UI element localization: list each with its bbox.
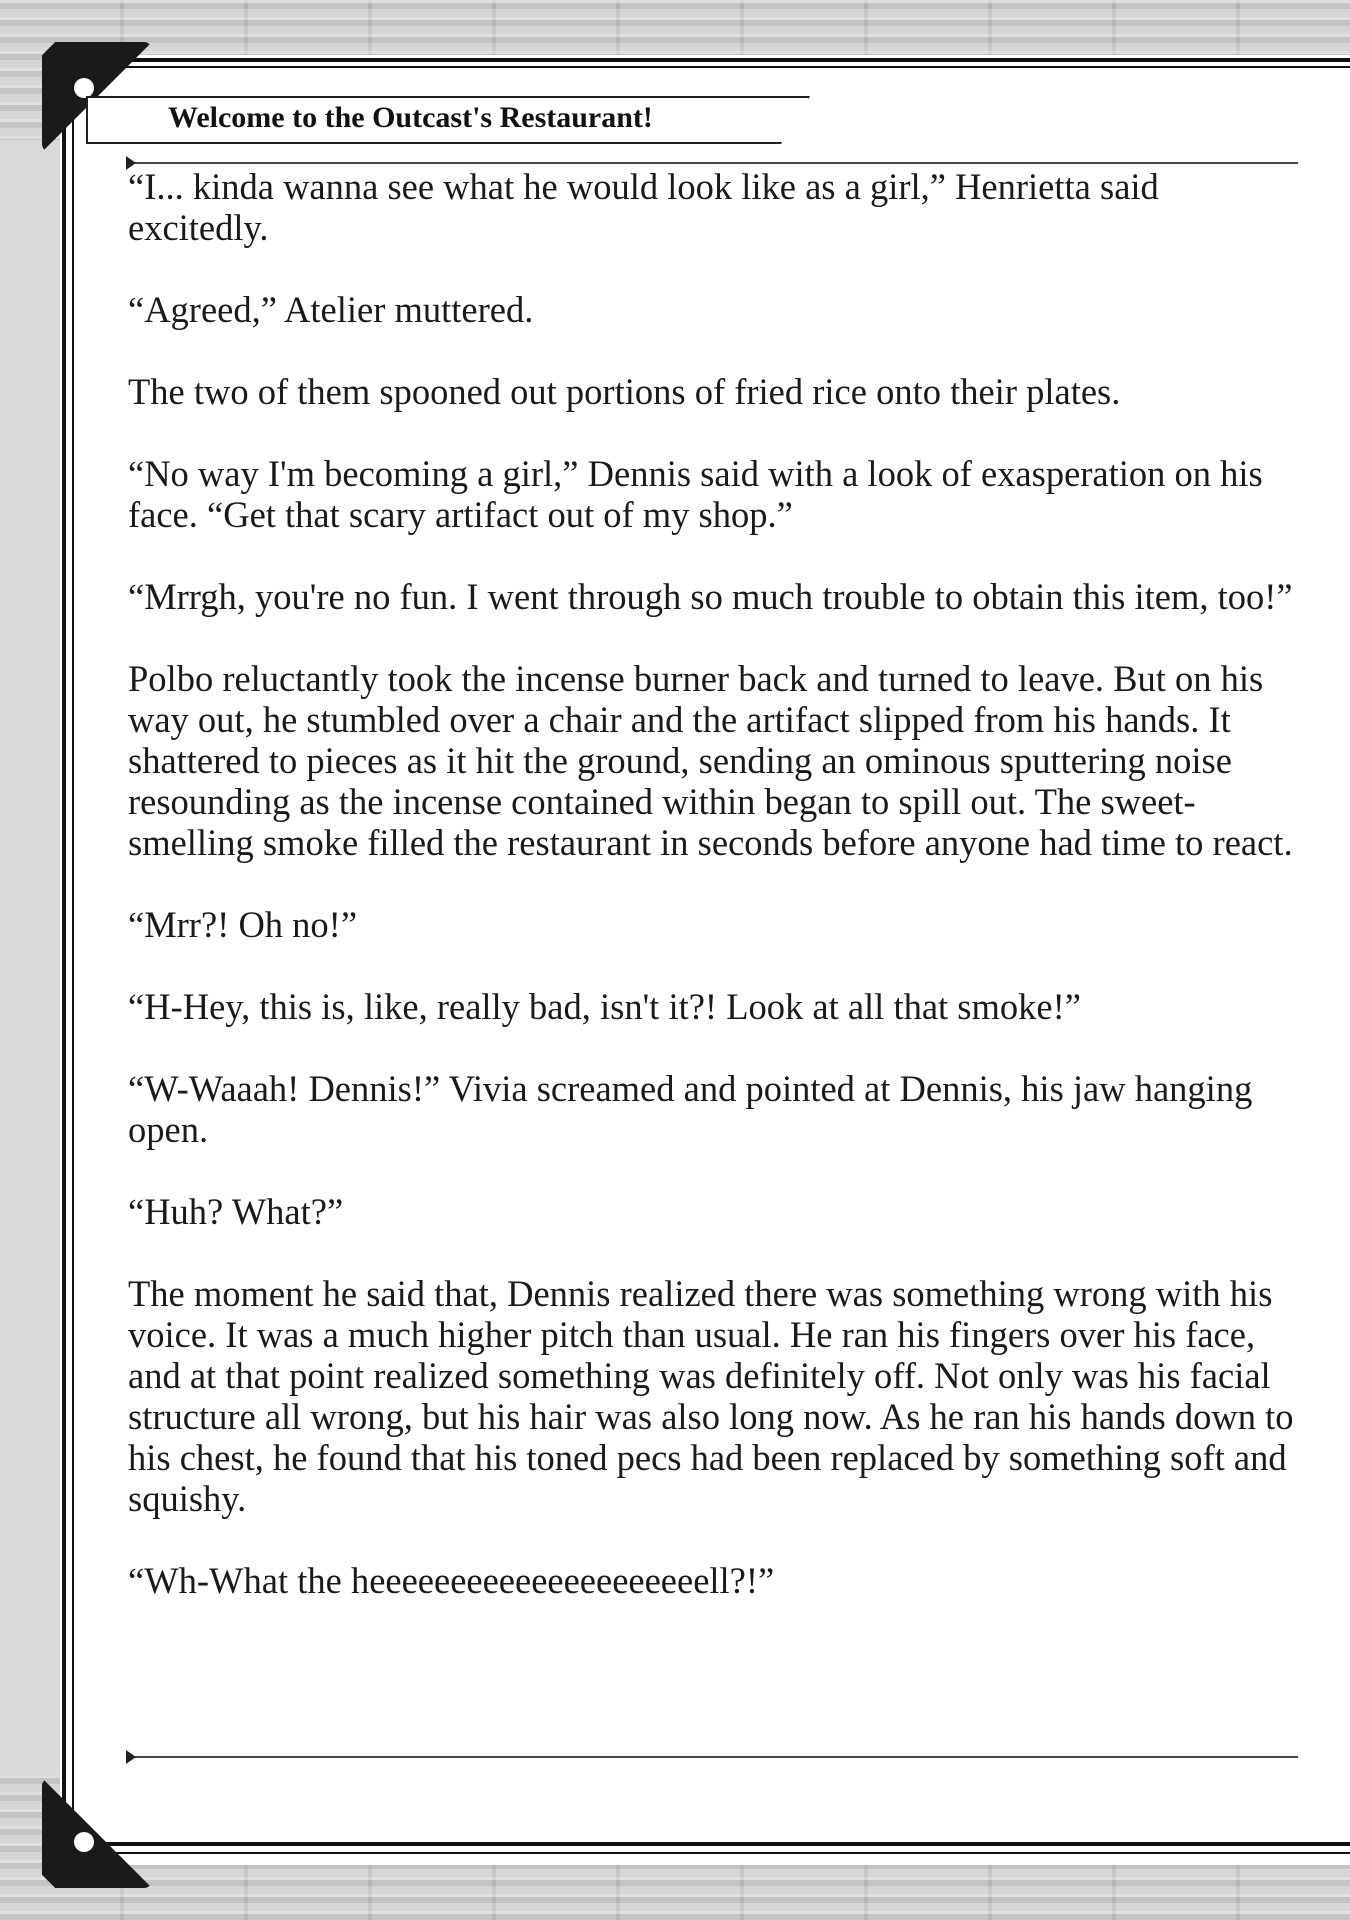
top-divider	[128, 162, 1298, 164]
frame-bottom-line	[60, 1842, 1350, 1846]
corner-hole-bottom	[74, 1832, 94, 1852]
paragraph: “H-Hey, this is, like, really bad, isn't it?! Look at all that smoke!”	[128, 986, 1081, 1027]
paragraph: “No way I'm becoming a girl,” Dennis said with a look of exasperation on his face. “Get that scary artifact out of my shop.”	[128, 453, 1263, 535]
paragraph: “Wh-What the heeeeeeeeeeeeeeeeeeeeell?!”	[128, 1560, 775, 1601]
paragraph: “Mrr?! Oh no!”	[128, 904, 358, 945]
paragraph: “Agreed,” Atelier muttered.	[128, 289, 534, 330]
paragraph: “W-Waaah! Dennis!” Vivia screamed and pointed at Dennis, his jaw hanging open.	[128, 1068, 1253, 1150]
paragraph: “Huh? What?”	[128, 1191, 344, 1232]
paragraph: The moment he said that, Dennis realized there was something wrong with his voice. It was a much higher pitch than usual. He ran his fingers over his face, and at that point realized something was definitely off. Not only was his facial structure all wrong, but his hair was also long now. As he ran his hands down to his chest, he found that his toned pecs had been replaced by something soft and squishy.	[128, 1273, 1294, 1519]
paragraph: “Mrrgh, you're no fun. I went through so much trouble to obtain this item, too!”	[128, 576, 1293, 617]
paragraph: Polbo reluctantly took the incense burner back and turned to leave. But on his way out, he stumbled over a chair and the artifact slipped from his hands. It shattered to pieces as it hit the ground, sending an ominous sputtering noise resounding as the incense contained within began to spill out. The sweet-smelling smoke filled the restaurant in seconds before anyone had time to react.	[128, 658, 1293, 863]
frame-top-line-inner	[60, 66, 1350, 68]
frame-top-line	[60, 58, 1350, 62]
frame-bottom-line-inner	[60, 1852, 1350, 1854]
paragraph: “I... kinda wanna see what he would look like as a girl,” Henrietta said excitedly.	[128, 166, 1159, 248]
page-title: Welcome to the Outcast's Restaurant!	[168, 101, 653, 134]
frame-left-line-inner	[72, 58, 74, 1868]
story-text	[128, 166, 1308, 1601]
corner-hole-top	[74, 78, 94, 98]
paragraph: The two of them spooned out portions of fried rice onto their plates.	[128, 371, 1121, 412]
bottom-divider	[128, 1756, 1298, 1758]
bottom-divider-arrow-icon	[126, 1750, 136, 1764]
frame-left-line	[62, 58, 66, 1868]
